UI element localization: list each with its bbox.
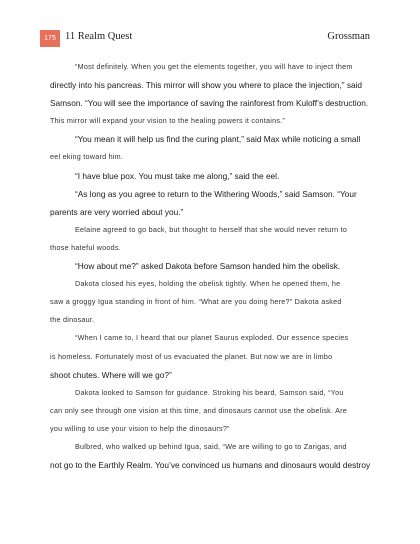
text-line: is homeless. Fortunately most of us evacuated the planet. But now we are in limbo (50, 351, 333, 361)
page-header (40, 30, 370, 50)
text-line: “As long as you agree to return to the Withering Woods,” said Samson. “Your (75, 188, 357, 199)
text-line: not go to the Earthly Realm. You’ve convinced us humans and dinosaurs would destroy (50, 460, 371, 471)
page-number-badge: 175 (40, 30, 60, 47)
text-line: “Most definitely. When you get the elements together, you will have to inject them (75, 62, 353, 71)
text-line: shoot chutes. Where will we go?” (50, 369, 172, 380)
text-line: Bulbred, who walked up behind Igua, said, “We are willing to go to Zarigas, and (75, 441, 347, 451)
text-line: “You mean it will help us find the curing plant,” said Max while noticing a small (75, 134, 361, 145)
text-line: you willing to use your vision to help the dinosaurs?” (50, 423, 230, 433)
page-body (50, 58, 376, 474)
text-line: This mirror will expand your vision to the healing powers it contains.” (50, 116, 286, 126)
text-line: directly into his pancreas. This mirror will show you where to place the injection,” said (50, 80, 363, 91)
text-line: Dakota closed his eyes, holding the obelisk tightly. When he opened them, he (75, 279, 341, 289)
text-line: “I have blue pox. You must take me along,” said the eel. (75, 170, 280, 181)
text-line: the dinosaur. (50, 315, 95, 325)
text-line: those hateful woods. (50, 242, 121, 252)
text-line: eel eking toward him. (50, 152, 124, 162)
text-line: Samson. “You will see the importance of saving the rainforest from Kuloff’s destruction. (50, 98, 369, 109)
text-line: parents are very worried about you.” (50, 206, 184, 217)
text-line: Eelaine agreed to go back, but thought to herself that she would never return to (75, 224, 348, 234)
text-line: “How about me?” asked Dakota before Samson handed him the obelisk. (75, 261, 341, 272)
book-title: 11 Realm Quest (65, 31, 133, 42)
text-line: saw a groggy Igua standing in front of him. “What are you doing here?” Dakota asked (50, 297, 342, 307)
author-name: Grossman (327, 31, 370, 42)
text-line: can only see through one vision at this time, and dinosaurs cannot use the obelisk. Are (50, 405, 348, 415)
text-line: “When I came to, I heard that our planet Saurus exploded. Our essence species (75, 333, 349, 343)
text-line: Dakota looked to Samson for guidance. Stroking his beard, Samson said, “You (75, 387, 344, 397)
